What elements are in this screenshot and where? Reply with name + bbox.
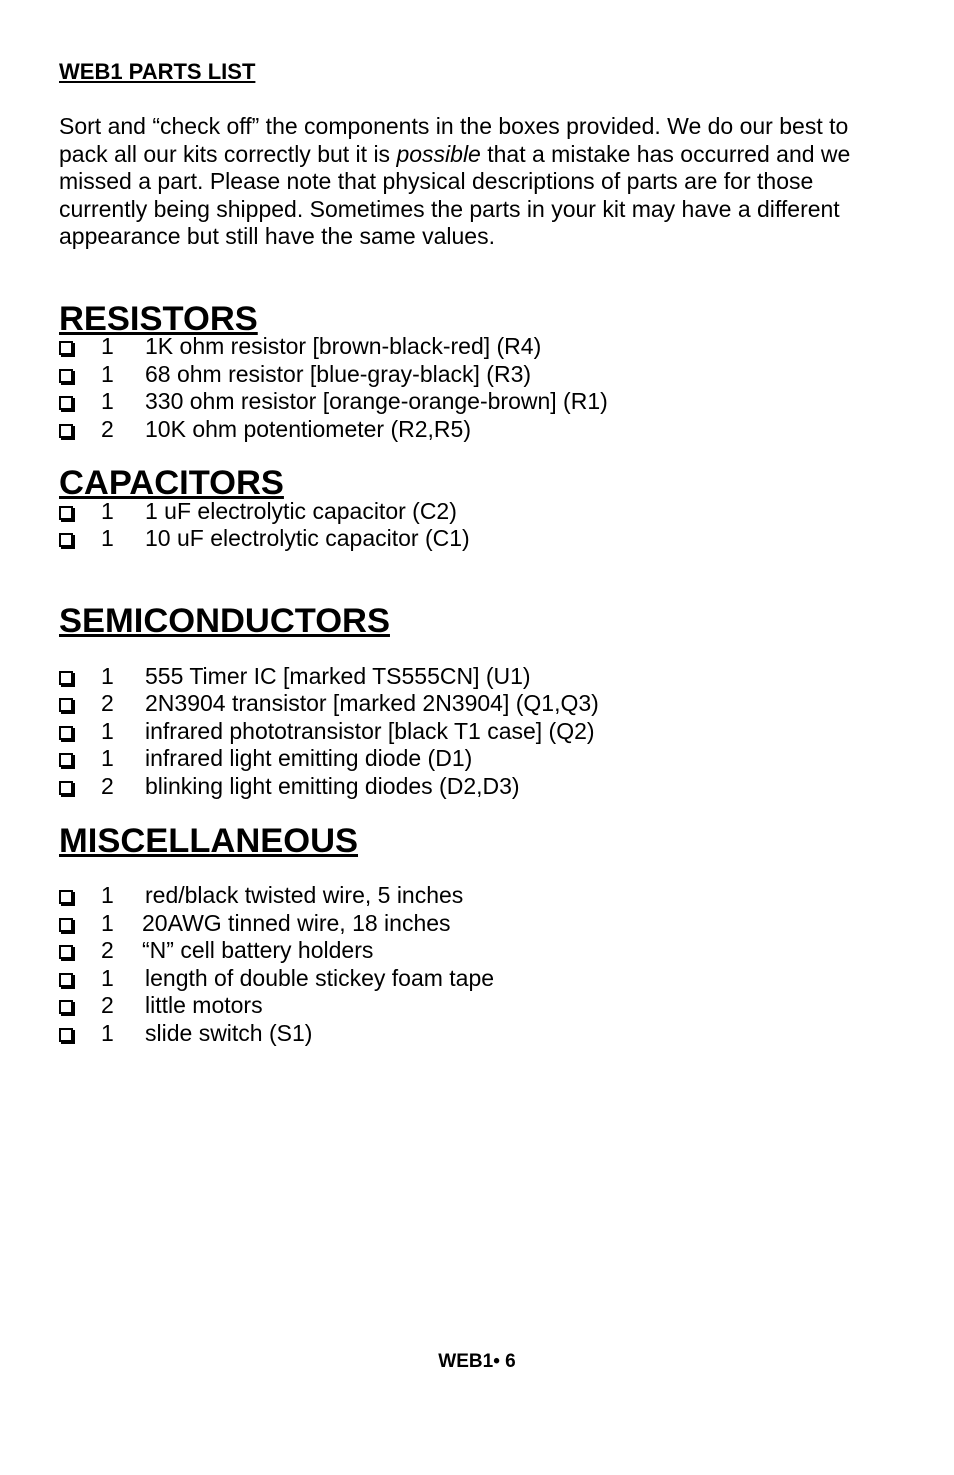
- item-quantity: 1: [101, 1020, 114, 1046]
- item-quantity: 2: [101, 690, 114, 717]
- list-item: [59, 745, 899, 773]
- capacitors-list: [59, 498, 899, 553]
- item-quantity: 2: [101, 992, 114, 1019]
- item-description: 1 uF electrolytic capacitor (C2): [145, 497, 457, 524]
- list-item: [59, 965, 899, 993]
- item-description: 555 Timer IC [marked TS555CN] (U1): [145, 662, 531, 689]
- item-quantity: 1: [101, 388, 114, 415]
- item-description: length of double stickey foam tape: [145, 964, 495, 991]
- checkbox[interactable]: [59, 890, 73, 904]
- resistors-list: [59, 333, 899, 443]
- item-description: infrared light emitting diode (D1): [145, 745, 473, 772]
- checkbox[interactable]: [59, 506, 73, 520]
- spacer: [59, 251, 899, 306]
- item-description: 20AWG tinned wire, 18 inches: [142, 909, 451, 936]
- document-page: [59, 58, 899, 1048]
- intro-paragraph: [59, 113, 899, 251]
- list-item: [59, 361, 899, 389]
- section-heading-capacitors: CAPACITORS: [59, 464, 284, 503]
- item-description: 330 ohm resistor [orange-orange-brown] (R1): [145, 388, 608, 415]
- list-item: [59, 937, 899, 965]
- list-item: [59, 910, 899, 938]
- item-quantity: 1: [101, 717, 114, 744]
- checkbox[interactable]: [59, 1028, 73, 1042]
- list-item: [59, 773, 899, 801]
- checkbox[interactable]: [59, 424, 73, 438]
- checkbox[interactable]: [59, 533, 73, 547]
- section-heading-semiconductors: SEMICONDUCTORS: [59, 602, 390, 641]
- checkbox[interactable]: [59, 698, 73, 712]
- section-heading-resistors: RESISTORS: [59, 299, 258, 338]
- intro-text-after: that a mistake has occurred and we missed a part. Please note that physical descriptions of parts are for those currently being shipped. Sometimes the parts in your kit may have a different appearance but still have the same values.: [59, 140, 851, 249]
- semiconductors-list: [59, 663, 899, 801]
- list-item: [59, 992, 899, 1020]
- checkbox[interactable]: [59, 396, 73, 410]
- list-item: [59, 416, 899, 444]
- list-item: [59, 718, 899, 746]
- item-quantity: 1: [101, 964, 114, 991]
- list-item: [59, 690, 899, 718]
- item-quantity: 1: [101, 662, 114, 689]
- item-description: 2N3904 transistor [marked 2N3904] (Q1,Q3): [145, 690, 599, 717]
- page-title: WEB1 PARTS LIST: [59, 59, 256, 84]
- list-item: [59, 882, 899, 910]
- miscellaneous-list: [59, 882, 899, 1048]
- item-description: 10K ohm potentiometer (R2,R5): [145, 415, 471, 442]
- item-description: little motors: [145, 992, 263, 1019]
- list-item: [59, 498, 899, 526]
- list-item: [59, 388, 899, 416]
- list-item: [59, 1020, 899, 1048]
- checkbox[interactable]: [59, 341, 73, 355]
- item-quantity: 1: [101, 909, 114, 936]
- item-description: infrared phototransistor [black T1 case] (Q2): [145, 717, 595, 744]
- checkbox[interactable]: [59, 753, 73, 767]
- intro-text-before: Sort and “check off” the components in the boxes provided. We do our best to pack all our kits correctly but it is: [59, 113, 849, 167]
- item-description: slide switch (S1): [145, 1020, 313, 1046]
- item-quantity: 1: [101, 745, 114, 772]
- checkbox[interactable]: [59, 918, 73, 932]
- spacer: [59, 553, 899, 608]
- item-quantity: 1: [101, 882, 114, 909]
- item-description: blinking light emitting diodes (D2,D3): [145, 772, 520, 799]
- item-description: 10 uF electrolytic capacitor (C1): [145, 525, 470, 552]
- item-quantity: 2: [101, 415, 114, 442]
- checkbox[interactable]: [59, 671, 73, 685]
- page-footer: WEB1• 6: [438, 1351, 516, 1372]
- list-item: [59, 333, 899, 361]
- item-quantity: 2: [101, 772, 114, 799]
- list-item: [59, 663, 899, 691]
- item-quantity: 1: [101, 360, 114, 387]
- item-quantity: 1: [101, 525, 114, 552]
- intro-emphasis: possible: [396, 140, 481, 167]
- checkbox[interactable]: [59, 973, 73, 987]
- checkbox[interactable]: [59, 726, 73, 740]
- list-item: [59, 525, 899, 553]
- item-quantity: 1: [101, 497, 114, 524]
- item-quantity: 1: [101, 333, 114, 359]
- item-description: 1K ohm resistor [brown-black-red] (R4): [145, 333, 542, 359]
- item-description: 68 ohm resistor [blue-gray-black] (R3): [145, 360, 532, 387]
- checkbox[interactable]: [59, 945, 73, 959]
- checkbox[interactable]: [59, 781, 73, 795]
- checkbox[interactable]: [59, 369, 73, 383]
- item-description: red/black twisted wire, 5 inches: [145, 882, 464, 909]
- checkbox[interactable]: [59, 1000, 73, 1014]
- item-description: “N” cell battery holders: [142, 937, 374, 964]
- section-heading-miscellaneous: MISCELLANEOUS: [59, 821, 359, 860]
- item-quantity: 2: [101, 937, 114, 964]
